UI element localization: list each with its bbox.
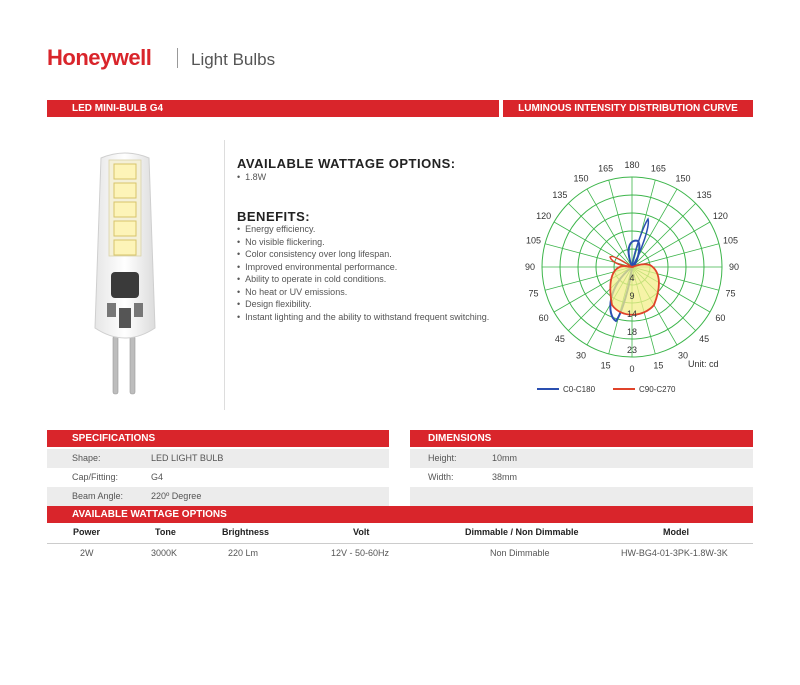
table-row bbox=[410, 468, 753, 487]
grid-spoke bbox=[568, 203, 632, 267]
col-dimmable: Dimmable / Non Dimmable bbox=[465, 527, 579, 537]
angle-label: 135 bbox=[552, 189, 568, 200]
legend-label-c0: C0-C180 bbox=[563, 385, 596, 394]
radial-label: 14 bbox=[626, 308, 638, 319]
column-divider bbox=[224, 140, 225, 410]
benefits-title: BENEFITS: bbox=[237, 209, 311, 224]
curve-title-bar: LUMINOUS INTENSITY DISTRIBUTION CURVE bbox=[503, 100, 753, 117]
angle-label: 135 bbox=[696, 189, 712, 200]
wattage-table-header: AVAILABLE WATTAGE OPTIONS bbox=[47, 506, 753, 523]
angle-label: 0 bbox=[629, 364, 635, 374]
grid-spoke bbox=[632, 180, 655, 267]
spec-key: Cap/Fitting: bbox=[72, 472, 119, 482]
list-item: • Improved environmental performance. bbox=[237, 261, 489, 274]
dimension-key: Height: bbox=[428, 453, 457, 463]
table-row bbox=[410, 449, 753, 468]
spec-value: LED LIGHT BULB bbox=[151, 453, 224, 463]
cell-power: 2W bbox=[80, 548, 94, 558]
list-item: • Design flexibility. bbox=[237, 298, 489, 311]
angle-label: 60 bbox=[715, 313, 726, 323]
angle-label: 165 bbox=[650, 163, 666, 174]
radial-label: 4 bbox=[629, 272, 635, 283]
curve-c90-c270 bbox=[610, 264, 659, 315]
grid-spoke bbox=[545, 244, 632, 267]
dimension-value: 10mm bbox=[492, 453, 518, 463]
table-row bbox=[47, 543, 753, 561]
table-row-empty bbox=[410, 487, 753, 506]
dimension-key: Width: bbox=[428, 472, 454, 482]
grid-spoke bbox=[587, 189, 632, 267]
dimensions-header: DIMENSIONS bbox=[410, 430, 753, 447]
benefits-list bbox=[237, 223, 489, 323]
list-item: • 1.8W bbox=[237, 171, 266, 184]
angle-label: 150 bbox=[573, 173, 589, 184]
spec-value: 220º Degree bbox=[151, 491, 202, 501]
angle-label: 75 bbox=[725, 288, 736, 299]
angle-label: 60 bbox=[538, 313, 549, 323]
spec-key: Beam Angle: bbox=[72, 491, 124, 501]
list-item: • Energy efficiency. bbox=[237, 223, 489, 236]
table-row bbox=[47, 487, 389, 506]
wattage-table-columns bbox=[47, 523, 753, 543]
unit-label: Unit: cd bbox=[688, 359, 719, 369]
col-brightness: Brightness bbox=[222, 527, 270, 537]
angle-label: 105 bbox=[525, 235, 541, 246]
angle-label: 45 bbox=[554, 334, 565, 345]
angle-label: 30 bbox=[575, 350, 587, 361]
product-title-bar: LED MINI-BULB G4 bbox=[47, 100, 499, 117]
cell-model: HW-BG4-01-3PK-1.8W-3K bbox=[621, 548, 728, 558]
list-item: • Color consistency over long lifespan. bbox=[237, 248, 489, 261]
intensity-polar-chart bbox=[520, 155, 750, 405]
wattage-list bbox=[237, 171, 266, 184]
angle-label: 75 bbox=[528, 288, 539, 299]
angle-label: 120 bbox=[536, 211, 552, 221]
chart-legend bbox=[535, 382, 695, 396]
wattage-options-title: AVAILABLE WATTAGE OPTIONS: bbox=[237, 156, 456, 171]
angle-label: 30 bbox=[677, 350, 689, 361]
brand-logo: Honeywell bbox=[47, 45, 152, 70]
list-item: • No heat or UV emissions. bbox=[237, 286, 489, 299]
page-subtitle: Light Bulbs bbox=[191, 50, 276, 69]
bulb-image bbox=[85, 148, 165, 410]
legend-label-c90: C90-C270 bbox=[639, 385, 676, 394]
col-tone: Tone bbox=[155, 527, 176, 537]
cell-dimmable: Non Dimmable bbox=[490, 548, 550, 558]
grid-spoke bbox=[632, 203, 696, 267]
angle-label: 120 bbox=[712, 211, 728, 221]
brand-divider bbox=[177, 48, 178, 68]
angle-label: 15 bbox=[600, 360, 611, 371]
cell-brightness: 220 Lm bbox=[228, 548, 259, 558]
dimension-value: 38mm bbox=[492, 472, 518, 482]
spec-value: G4 bbox=[151, 472, 164, 482]
radial-label: 18 bbox=[626, 326, 638, 337]
spec-key: Shape: bbox=[72, 453, 101, 463]
specifications-header: SPECIFICATIONS bbox=[47, 430, 389, 447]
cell-tone: 3000K bbox=[151, 548, 178, 558]
cell-volt: 12V - 50-60Hz bbox=[331, 548, 390, 558]
table-row bbox=[47, 449, 389, 468]
angle-label: 150 bbox=[675, 173, 691, 184]
col-volt: Volt bbox=[353, 527, 370, 537]
table-row bbox=[47, 468, 389, 487]
angle-label: 105 bbox=[723, 235, 739, 246]
angle-label: 90 bbox=[728, 262, 740, 272]
list-item: • No visible flickering. bbox=[237, 236, 489, 249]
angle-label: 165 bbox=[598, 163, 614, 174]
list-item: • Instant lighting and the ability to withstand frequent switching. bbox=[237, 311, 489, 324]
col-power: Power bbox=[73, 527, 101, 537]
col-model: Model bbox=[663, 527, 689, 537]
radial-label: 9 bbox=[629, 290, 635, 301]
angle-label: 15 bbox=[653, 360, 664, 371]
radial-label: 23 bbox=[626, 344, 638, 355]
angle-label: 90 bbox=[524, 262, 536, 272]
angle-label: 45 bbox=[699, 334, 710, 345]
list-item: • Ability to operate in cold conditions. bbox=[237, 273, 489, 286]
angle-label: 180 bbox=[624, 160, 640, 170]
